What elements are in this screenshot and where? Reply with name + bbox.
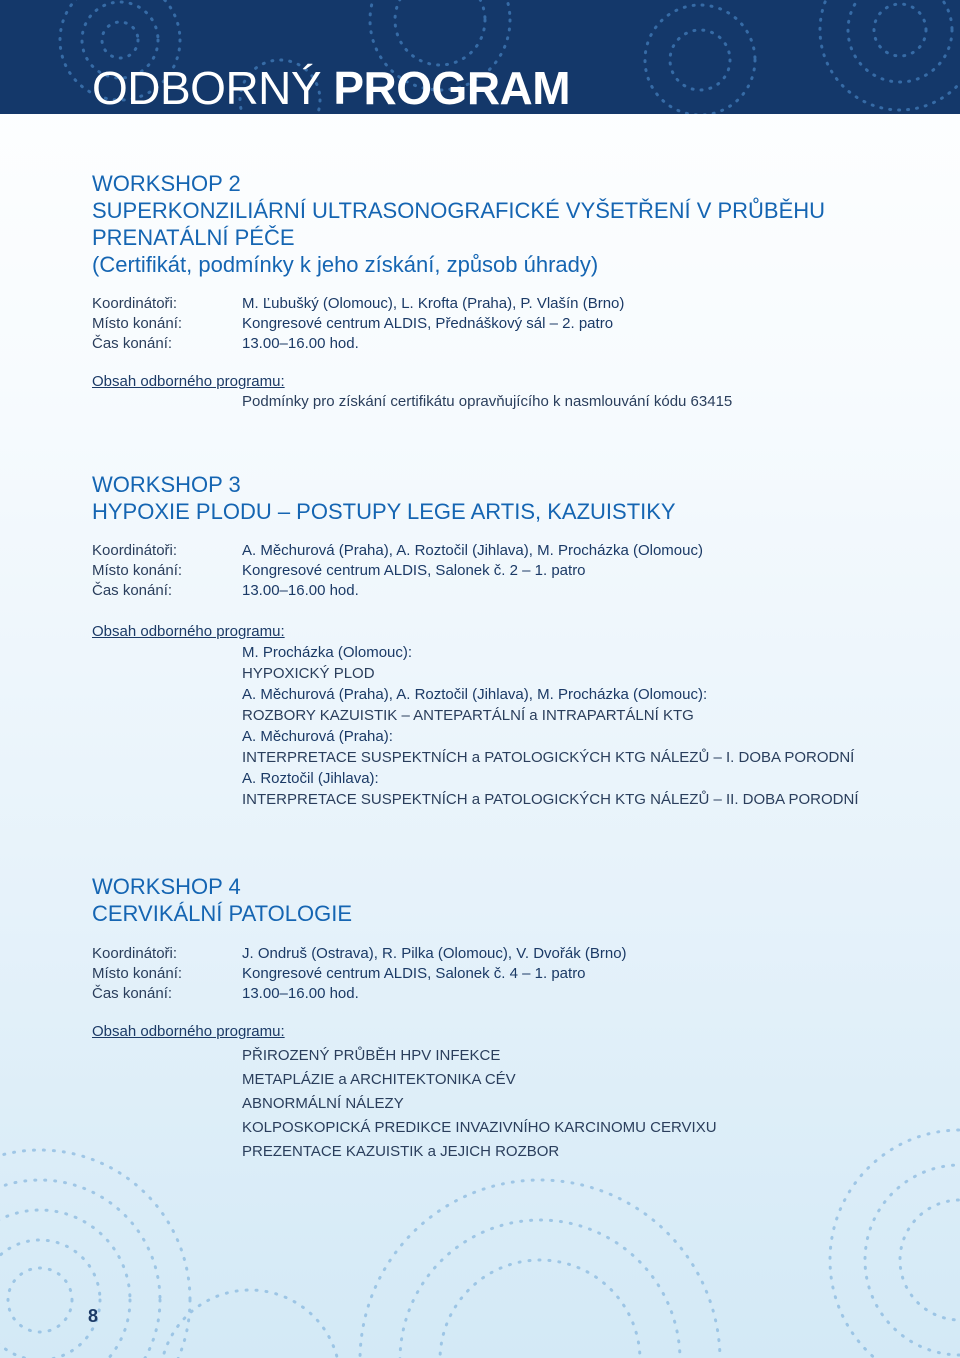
workshop-2-title: SUPERKONZILIÁRNÍ ULTRASONOGRAFICKÉ VYŠETŘENÍ V PRŮBĚHU bbox=[92, 198, 826, 223]
workshop-2-subtitle: (Certifikát, podmínky k jeho získání, způsob úhrady) bbox=[92, 252, 599, 277]
coordinators-label: Koordinátoři: bbox=[92, 945, 178, 962]
venue-value: Kongresové centrum ALDIS, Přednáškový sál – 2. patro bbox=[242, 315, 614, 332]
topic-line: ABNORMÁLNÍ NÁLEZY bbox=[242, 1095, 404, 1112]
workshop-4-title: CERVIKÁLNÍ PATOLOGIE bbox=[92, 901, 353, 926]
workshop-4-section bbox=[92, 873, 892, 1164]
coordinators-row bbox=[92, 294, 892, 314]
page-number: 8 bbox=[88, 1306, 99, 1326]
workshop-2-content bbox=[92, 392, 892, 412]
topic-line: PŘIROZENÝ PRŮBĚH HPV INFEKCE bbox=[242, 1047, 501, 1064]
topic-line: KOLPOSKOPICKÁ PREDIKCE INVAZIVNÍHO KARCINOMU CERVIXU bbox=[242, 1119, 717, 1136]
workshop-2-section bbox=[92, 170, 892, 412]
venue-label: Místo konání: bbox=[92, 562, 183, 579]
time-value: 13.00–16.00 hod. bbox=[242, 985, 359, 1002]
speaker-line: A. Měchurová (Praha), A. Roztočil (Jihlava), M. Procházka (Olomouc): bbox=[242, 686, 708, 703]
topic-line: HYPOXICKÝ PLOD bbox=[242, 665, 375, 682]
venue-value: Kongresové centrum ALDIS, Salonek č. 2 – 1. patro bbox=[242, 562, 586, 579]
workshop-4-content bbox=[92, 1044, 892, 1164]
coordinators-label: Koordinátoři: bbox=[92, 542, 178, 559]
time-value: 13.00–16.00 hod. bbox=[242, 582, 359, 599]
coordinators-row bbox=[92, 541, 892, 561]
workshop-2-heading: WORKSHOP 2 bbox=[92, 171, 241, 196]
venue-row bbox=[92, 964, 892, 984]
time-label: Čas konání: bbox=[92, 335, 173, 352]
coordinators-value: M. Ľubušký (Olomouc), L. Krofta (Praha), P. Vlašín (Brno) bbox=[242, 295, 625, 312]
time-label: Čas konání: bbox=[92, 985, 173, 1002]
coordinators-value: A. Měchurová (Praha), A. Roztočil (Jihlava), M. Procházka (Olomouc) bbox=[242, 542, 703, 559]
venue-label: Místo konání: bbox=[92, 965, 183, 982]
venue-row bbox=[92, 314, 892, 334]
workshop-4-meta bbox=[92, 944, 892, 1004]
topic-line: ROZBORY KAZUISTIK – ANTEPARTÁLNÍ a INTRAPARTÁLNÍ KTG bbox=[242, 707, 694, 724]
time-row bbox=[92, 334, 892, 354]
topic-line: METAPLÁZIE a ARCHITEKTONIKA CÉV bbox=[242, 1071, 516, 1088]
workshop-2-meta bbox=[92, 294, 892, 354]
workshop-4-heading: WORKSHOP 4 bbox=[92, 874, 241, 899]
workshop-3-content bbox=[92, 642, 892, 810]
content-line: Podmínky pro získání certifikátu opravňujícího k nasmlouvání kódu 63415 bbox=[242, 393, 733, 410]
time-row bbox=[92, 581, 892, 601]
topic-line: INTERPRETACE SUSPEKTNÍCH a PATOLOGICKÝCH KTG NÁLEZŮ – II. DOBA PORODNÍ bbox=[242, 791, 859, 808]
speaker-line: A. Roztočil (Jihlava): bbox=[242, 770, 379, 787]
speaker-line: A. Měchurová (Praha): bbox=[242, 728, 393, 745]
topic-line: PREZENTACE KAZUISTIK a JEJICH ROZBOR bbox=[242, 1143, 560, 1160]
coordinators-value: J. Ondruš (Ostrava), R. Pilka (Olomouc), V. Dvořák (Brno) bbox=[242, 945, 627, 962]
venue-value: Kongresové centrum ALDIS, Salonek č. 4 – 1. patro bbox=[242, 965, 586, 982]
topic-line: INTERPRETACE SUSPEKTNÍCH a PATOLOGICKÝCH KTG NÁLEZŮ – I. DOBA PORODNÍ bbox=[242, 749, 855, 766]
content-label: Obsah odborného programu: bbox=[92, 373, 285, 390]
content-label: Obsah odborného programu: bbox=[92, 623, 285, 640]
content-label: Obsah odborného programu: bbox=[92, 1023, 285, 1040]
venue-row bbox=[92, 561, 892, 581]
coordinators-label: Koordinátoři: bbox=[92, 295, 178, 312]
workshop-3-meta bbox=[92, 541, 892, 601]
workshop-3-section bbox=[92, 471, 892, 810]
header-band bbox=[0, 0, 960, 114]
time-row bbox=[92, 984, 892, 1004]
workshop-3-title: HYPOXIE PLODU – POSTUPY LEGE ARTIS, KAZUISTIKY bbox=[92, 499, 676, 524]
workshop-3-heading: WORKSHOP 3 bbox=[92, 472, 241, 497]
speaker-line: M. Procházka (Olomouc): bbox=[242, 644, 413, 661]
workshop-2-title-line2: PRENATÁLNÍ PÉČE bbox=[92, 225, 295, 250]
venue-label: Místo konání: bbox=[92, 315, 183, 332]
coordinators-row bbox=[92, 944, 892, 964]
page-title: ODBORNÝ PROGRAM bbox=[92, 62, 571, 114]
time-value: 13.00–16.00 hod. bbox=[242, 335, 359, 352]
time-label: Čas konání: bbox=[92, 582, 173, 599]
